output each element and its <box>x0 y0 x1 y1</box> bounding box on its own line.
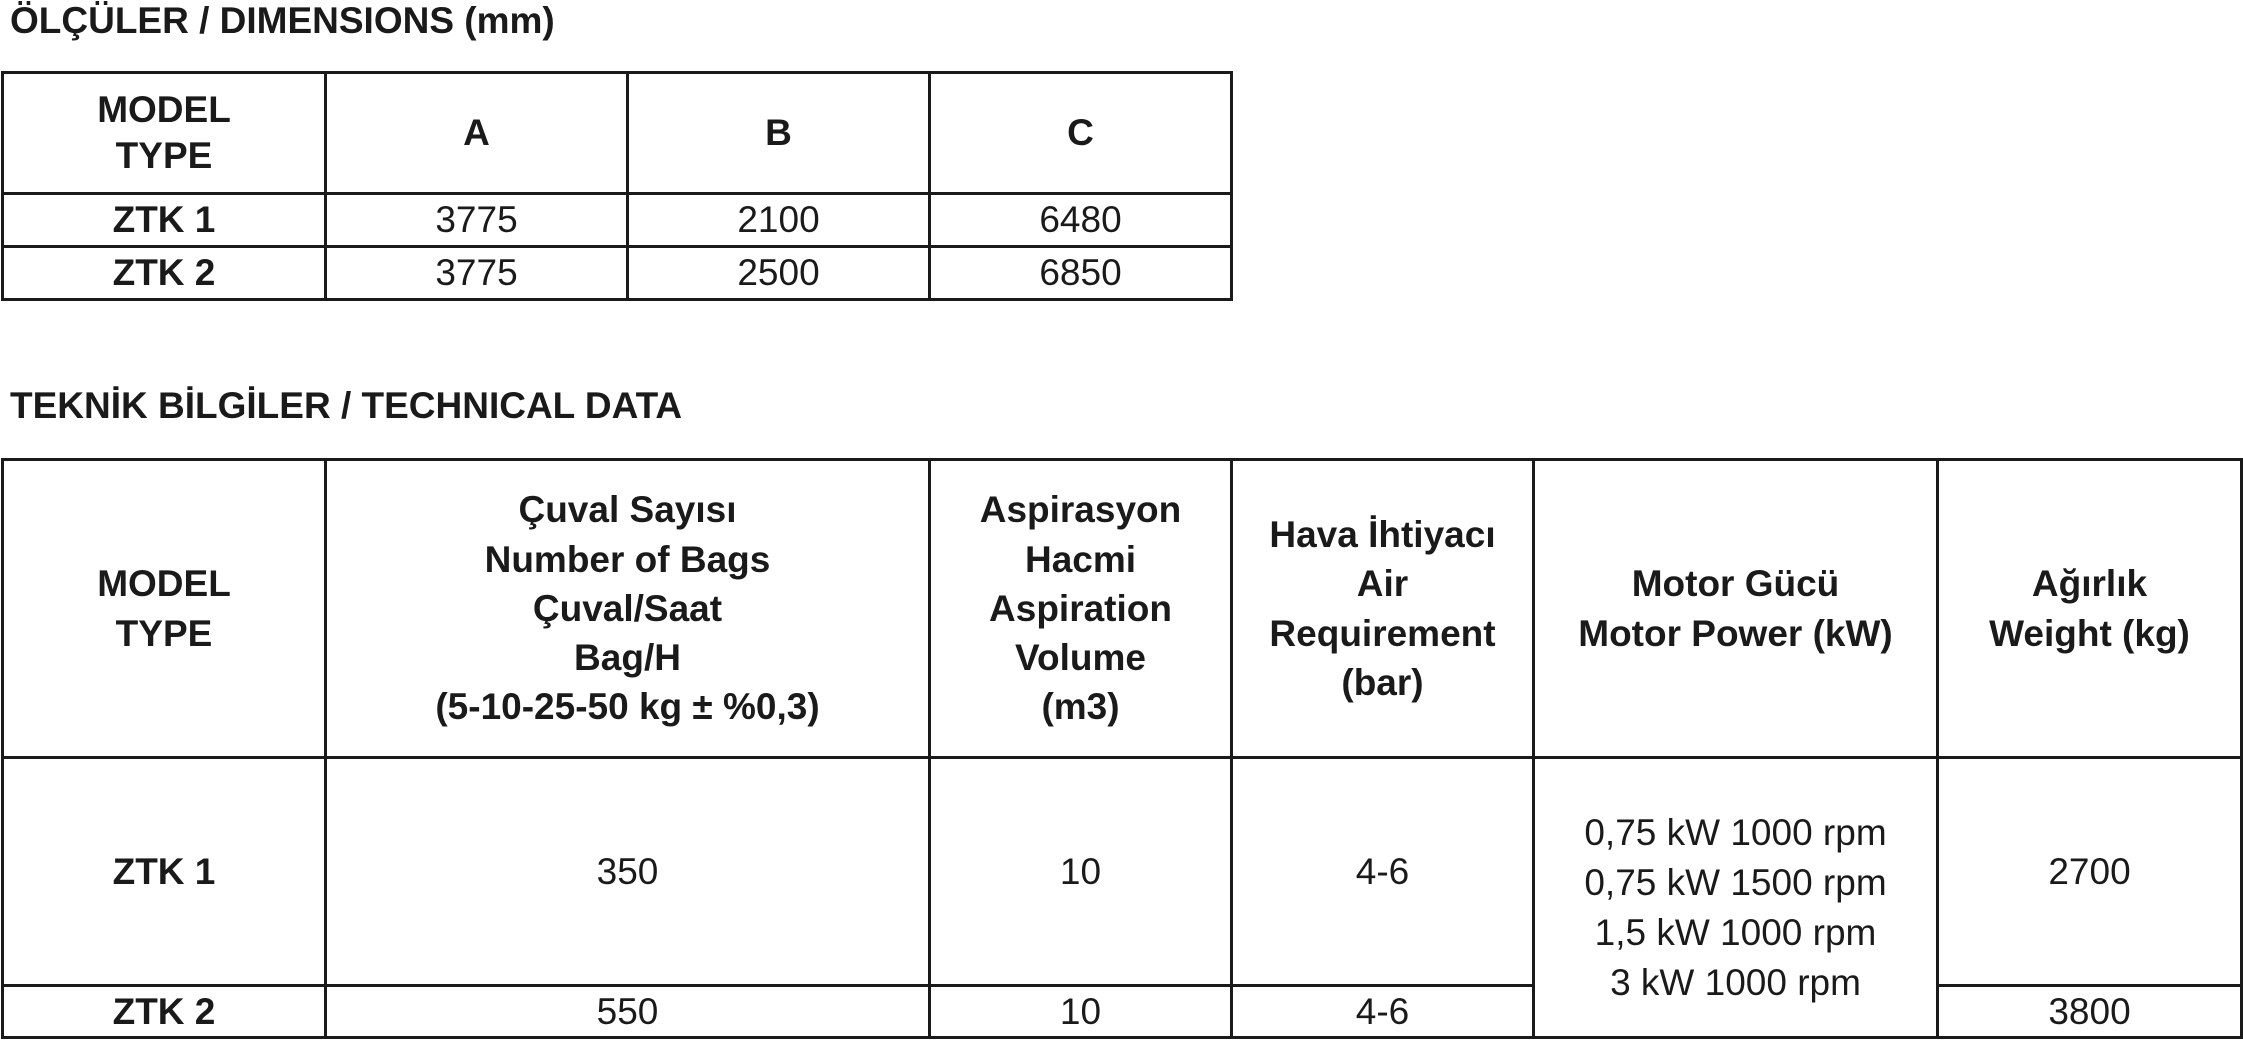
bags-cell: 350 <box>326 758 930 986</box>
technical-header-weight <box>1938 460 2242 758</box>
technical-header-model <box>3 460 326 758</box>
model-cell: ZTK 2 <box>3 986 326 1038</box>
header-model-line: MODEL <box>97 88 231 130</box>
dimensions-header-a: A <box>326 73 628 194</box>
technical-header-bags <box>326 460 930 758</box>
header-aspiration-line: Aspirasyon <box>979 489 1182 531</box>
dimensions-header-row <box>3 73 1232 194</box>
dimensions-header-c: C <box>930 73 1232 194</box>
air-cell: 4-6 <box>1232 986 1534 1038</box>
header-bags-line: Bag/H <box>574 637 681 679</box>
weight-cell: 3800 <box>1938 986 2242 1038</box>
motor-option: 0,75 kW 1000 rpm <box>1584 811 1887 853</box>
dimension-c-cell: 6480 <box>930 194 1232 247</box>
header-aspiration-line: Volume <box>1015 637 1146 679</box>
aspiration-cell: 10 <box>930 986 1232 1038</box>
header-bags-line: (5-10-25-50 kg ± %0,3) <box>435 686 820 728</box>
header-aspiration-line: Aspiration <box>989 587 1172 629</box>
header-type-line: TYPE <box>115 135 213 176</box>
header-motor-line: Motor Power (kW) <box>1578 612 1893 654</box>
model-cell: ZTK 1 <box>3 758 326 986</box>
header-model-line: MODEL <box>97 563 231 605</box>
header-air-line: Hava İhtiyacı <box>1269 514 1496 556</box>
dimensions-table <box>1 71 1233 301</box>
air-cell: 4-6 <box>1232 758 1534 986</box>
header-aspiration-line: (m3) <box>1041 686 1120 728</box>
dimension-a-cell: 3775 <box>326 247 628 300</box>
aspiration-cell: 10 <box>930 758 1232 986</box>
model-cell: ZTK 1 <box>3 194 326 247</box>
model-cell: ZTK 2 <box>3 247 326 300</box>
technical-header-air <box>1232 460 1534 758</box>
header-bags-line: Çuval Sayısı <box>518 489 737 531</box>
header-aspiration-line: Hacmi <box>1024 538 1137 580</box>
technical-header-aspiration <box>930 460 1232 758</box>
technical-header-row <box>3 460 2242 758</box>
dimensions-title: ÖLÇÜLER / DIMENSIONS (mm) <box>10 0 555 41</box>
motor-option: 1,5 kW 1000 rpm <box>1594 911 1877 953</box>
header-air-line: Requirement <box>1269 612 1496 654</box>
dimension-b-cell: 2100 <box>628 194 930 247</box>
header-type-line: TYPE <box>115 612 213 654</box>
header-weight-line: Ağırlık <box>2031 563 2148 605</box>
header-air-line: Air <box>1356 563 1409 605</box>
header-bags-line: Number of Bags <box>484 538 771 580</box>
bags-cell: 550 <box>326 986 930 1038</box>
dimensions-header-model <box>3 73 326 194</box>
table-row <box>3 758 2242 986</box>
header-bags-line: Çuval/Saat <box>532 587 723 629</box>
motor-power-cell <box>1534 758 1938 1038</box>
technical-data-title: TEKNİK BİLGİLER / TECHNICAL DATA <box>10 385 683 426</box>
dimension-a-cell: 3775 <box>326 194 628 247</box>
dimension-c-cell: 6850 <box>930 247 1232 300</box>
dimensions-header-b: B <box>628 73 930 194</box>
technical-header-motor <box>1534 460 1938 758</box>
technical-data-table <box>1 458 2243 1039</box>
table-row <box>3 194 1232 247</box>
dimension-b-cell: 2500 <box>628 247 930 300</box>
motor-option: 3 kW 1000 rpm <box>1610 961 1861 1003</box>
header-motor-line: Motor Gücü <box>1631 563 1840 605</box>
weight-cell: 2700 <box>1938 758 2242 986</box>
table-row <box>3 247 1232 300</box>
header-weight-line: Weight (kg) <box>1989 612 2190 654</box>
header-air-line: (bar) <box>1341 661 1424 703</box>
motor-option: 0,75 kW 1500 rpm <box>1584 861 1887 903</box>
